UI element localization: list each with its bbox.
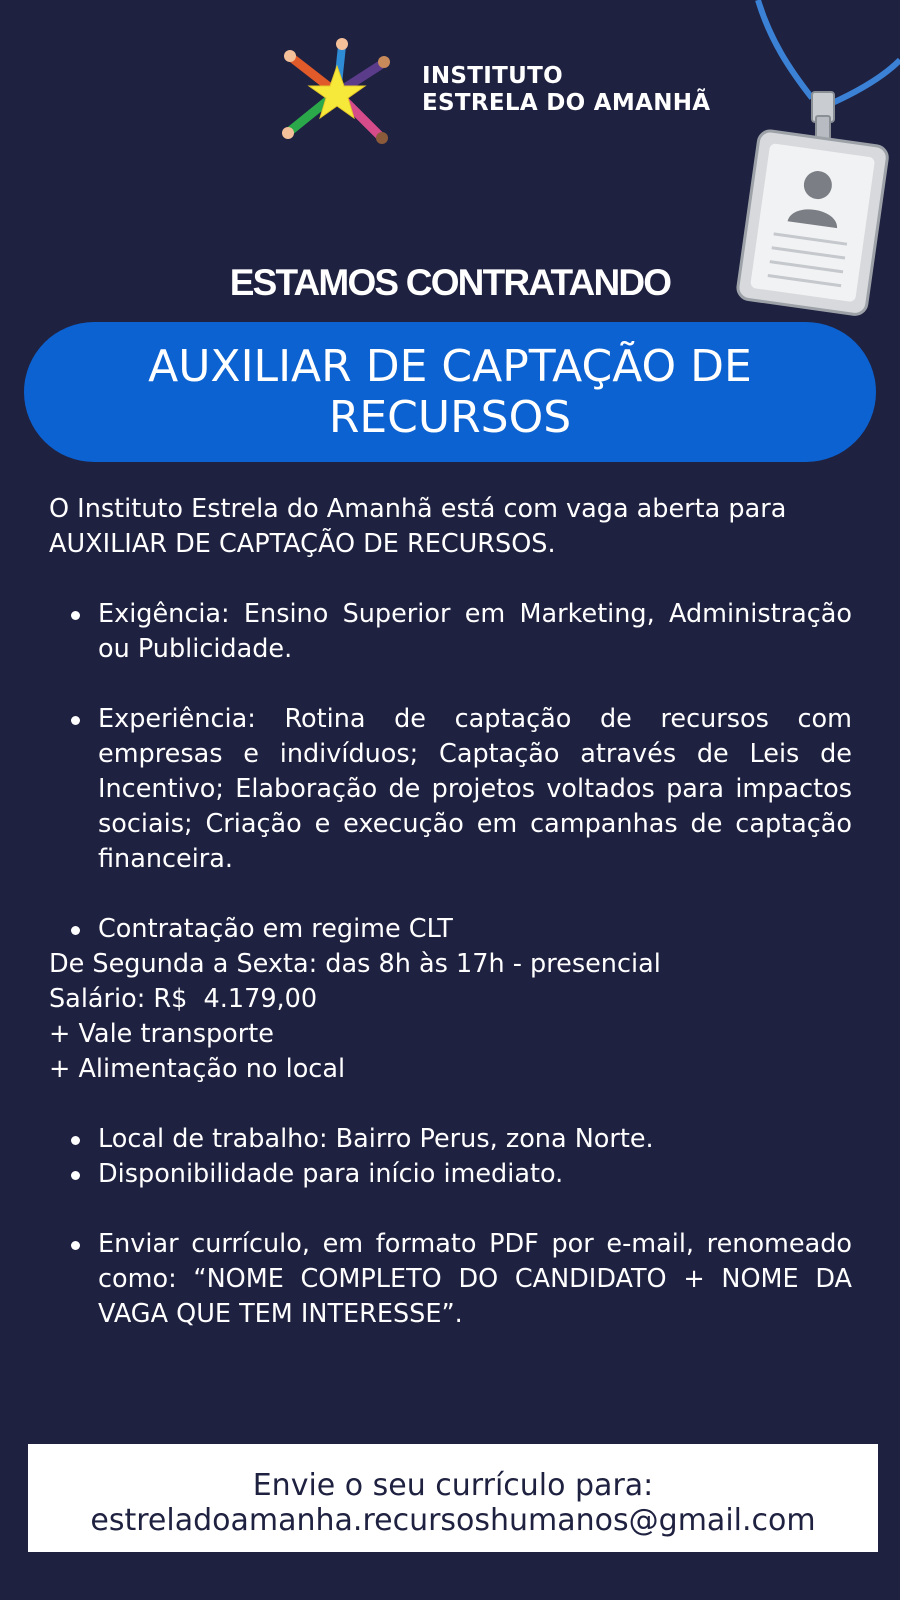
job-description xyxy=(49,492,852,1332)
benefit-transport: + Vale transporte xyxy=(49,1019,274,1049)
org-name-line-2: ESTRELA DO AMANHÃ xyxy=(422,90,711,116)
contact-email[interactable]: estreladoamanha.recursoshumanos@gmail.com xyxy=(90,1503,816,1538)
org-name-line-1: INSTITUTO xyxy=(422,63,563,89)
list-item: Contratação em regime CLT xyxy=(49,912,852,947)
star-children-logo xyxy=(272,36,402,151)
list-item: Enviar currículo, em formato PDF por e-mail, renomeado como: “NOME COMPLETO DO CANDIDATO + NOME DA VAGA QUE TEM INTERESSE”. xyxy=(49,1227,852,1332)
list-item: Exigência: Ensino Superior em Marketing, Administração ou Publicidade. xyxy=(49,597,852,667)
details-list xyxy=(49,1122,852,1332)
requirements-list xyxy=(49,597,852,947)
job-title: AUXILIAR DE CAPTAÇÃO DE RECURSOS xyxy=(148,341,752,443)
schedule-text: De Segunda a Sexta: das 8h às 17h - presencial xyxy=(49,949,661,979)
hiring-heading: ESTAMOS CONTRATANDO xyxy=(229,262,671,303)
list-item: Experiência: Rotina de captação de recursos com empresas e indivíduos; Captação através de Leis de Incentivo; Elaboração de projetos voltados para impactos sociais; Criação e execução em campanhas de captação financeira. xyxy=(49,702,852,877)
list-item: Local de trabalho: Bairro Perus, zona Norte. xyxy=(49,1122,852,1157)
contact-box xyxy=(28,1444,878,1552)
organization-name xyxy=(422,63,710,117)
list-item: Disponibilidade para início imediato. xyxy=(49,1157,852,1192)
intro-text: O Instituto Estrela do Amanhã está com vaga aberta para AUXILIAR DE CAPTAÇÃO DE RECURSOS. xyxy=(49,494,787,559)
job-title-banner xyxy=(24,322,876,462)
benefit-meal: + Alimentação no local xyxy=(49,1054,346,1084)
contact-label: Envie o seu currículo para: xyxy=(252,1468,654,1503)
salary-text: Salário: R$ 4.179,00 xyxy=(49,984,318,1014)
